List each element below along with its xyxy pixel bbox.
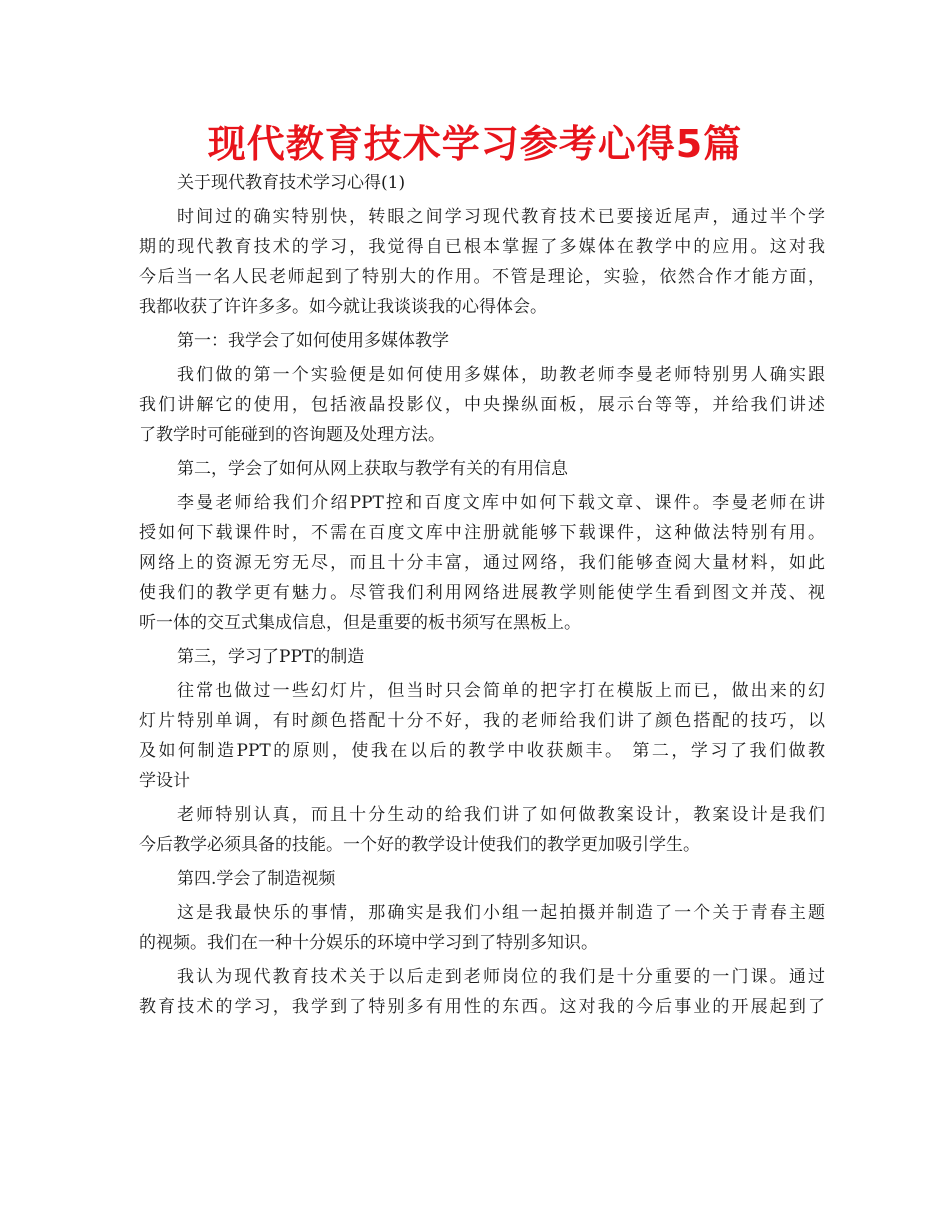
section-heading: 关于现代教育技术学习心得(1) — [177, 173, 406, 193]
paragraph-line: 了教学时可能碰到的咨询题及处理方法。 — [139, 425, 445, 445]
paragraph-line: 今后当一名人民老师起到了特别大的作用。不管是理论，实验，依然合作才能方面， — [139, 267, 825, 287]
paragraph-line: 授如何下载课件时，不需在百度文库中注册就能够下载课件，这种做法特别有用。 — [139, 523, 825, 543]
paragraph-line: 老师特别认真，而且十分生动的给我们讲了如何做教案设计，教案设计是我们 — [177, 805, 825, 825]
paragraph-line: 使我们的教学更有魅力。尽管我们利用网络进展教学则能使学生看到图文并茂、视 — [139, 583, 825, 603]
paragraph-line: 我们做的第一个实验便是如何使用多媒体，助教老师李曼老师特别男人确实跟 — [177, 365, 825, 385]
paragraph-line: 灯片特别单调，有时颜色搭配十分不好，我的老师给我们讲了颜色搭配的技巧，以 — [139, 711, 825, 731]
paragraph-line: 听一体的交互式集成信息，但是重要的板书须写在黑板上。 — [139, 613, 581, 633]
paragraph-line: 今后教学必须具备的技能。一个好的教学设计使我们的教学更加吸引学生。 — [139, 835, 700, 855]
paragraph-line: 我认为现代教育技术关于以后走到老师岗位的我们是十分重要的一门课。通过 — [177, 967, 825, 987]
section-heading: 第三，学习了PPT的制造 — [177, 647, 365, 667]
paragraph-line: 时间过的确实特别快，转眼之间学习现代教育技术已要接近尾声，通过半个学 — [177, 207, 825, 227]
paragraph-line: 教育技术的学习，我学到了特别多有用性的东西。这对我的今后事业的开展起到了 — [139, 997, 825, 1017]
section-heading: 第四.学会了制造视频 — [177, 869, 336, 889]
paragraph-line: 学设计 — [139, 771, 190, 791]
paragraph-line: 网络上的资源无穷无尽，而且十分丰富，通过网络，我们能够查阅大量材料，如此 — [139, 553, 825, 573]
section-heading: 第二，学会了如何从网上获取与教学有关的有用信息 — [177, 459, 568, 479]
section-heading: 第一：我学会了如何使用多媒体教学 — [177, 331, 449, 351]
document-body — [139, 168, 825, 1022]
paragraph-line: 期的现代教育技术的学习，我觉得自已根本掌握了多媒体在教学中的应用。这对我 — [139, 237, 825, 257]
paragraph-line: 这是我最快乐的事情，那确实是我们小组一起拍摄并制造了一个关于青春主题 — [177, 903, 825, 923]
paragraph-line: 我都收获了许许多多。如今就让我谈谈我的心得体会。 — [139, 297, 547, 317]
paragraph-line: 我们讲解它的使用，包括液晶投影仪，中央操纵面板，展示台等等，并给我们讲述 — [139, 395, 825, 415]
paragraph-line: 及如何制造PPT的原则，使我在以后的教学中收获颇丰。 第二，学习了我们做教 — [139, 741, 825, 761]
paragraph-line: 往常也做过一些幻灯片，但当时只会简单的把字打在模版上而已，做出来的幻 — [177, 681, 825, 701]
document-title: 现代教育技术学习参考心得5篇 — [207, 122, 743, 166]
paragraph-line: 李曼老师给我们介绍PPT控和百度文库中如何下载文章、课件。李曼老师在讲 — [177, 493, 825, 513]
paragraph-line: 的视频。我们在一种十分娱乐的环境中学习到了特别多知识。 — [139, 933, 598, 953]
